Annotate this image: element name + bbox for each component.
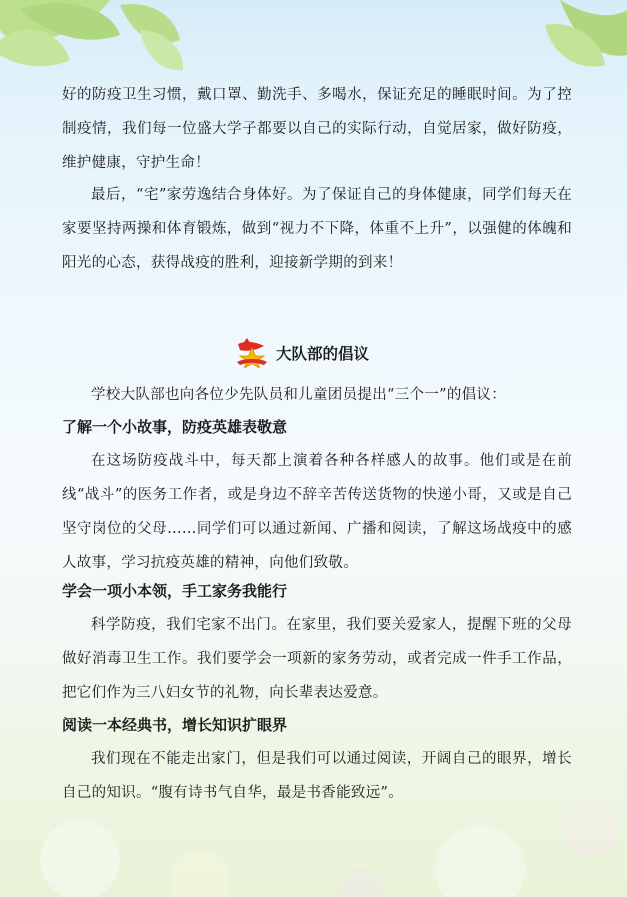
proposal-item-2 — [62, 574, 572, 710]
leaf-cluster-top-right — [545, 0, 627, 67]
paragraph-hygiene-tail: 好的防疫卫生习惯，戴口罩、勤洗手、多喝水，保证充足的睡眠时间。为了控制疫情，我们每一位盛大学子都要以自己的实际行动，自觉居家，做好防疫，维护健康，守护生命！ — [62, 87, 572, 171]
section-intro: 学校大队部也向各位少先队员和儿童团员提出“三个一”的倡议： — [91, 387, 507, 403]
proposal-item-1 — [62, 410, 572, 580]
proposal-heading-3: 阅读一本经典书，增长知识扩眼界 — [62, 716, 288, 734]
leaf-cluster-top-left — [0, 0, 183, 70]
proposal-body-1: 在这场防疫战斗中，每天都上演着各种各样感人的故事。他们或是在前线“战斗”的医务工作者，或是身边不辞辛苦传送货物的快递小哥，又或是自己坚守岗位的父母……同学们可以通过新闻、广播和阅读，了解这场战疫中的感人故事，学习抗疫英雄的精神，向他们致敬。 — [62, 453, 572, 571]
section-title: 大队部的倡议 — [276, 344, 370, 363]
proposal-heading-1: 了解一个小故事，防疫英雄表敬意 — [62, 418, 288, 436]
proposal-heading-2: 学会一项小本领，手工家务我能行 — [62, 582, 288, 600]
young-pioneer-badge-icon — [234, 338, 270, 368]
paragraph-exercise: 最后，“宅”家劳逸结合身体好。为了保证自己的身体健康，同学们每天在家要坚持两操和体育锻炼，做到“视力不下降，体重不上升”，以强健的体魄和阳光的心态，获得战疫的胜利，迎接新学期的到来！ — [62, 187, 572, 271]
proposal-body-2: 科学防疫，我们宅家不出门。在家里，我们要关爱家人，提醒下班的父母做好消毒卫生工作。我们要学会一项新的家务劳动，或者完成一件手工作品，把它们作为三八妇女节的礼物，向长辈表达爱意。 — [62, 617, 572, 701]
section-heading — [234, 338, 369, 368]
proposal-body-3: 我们现在不能走出家门，但是我们可以通过阅读，开阔自己的眼界，增长自己的知识。“腹有诗书气自华，最是书香能致远”。 — [62, 751, 572, 801]
proposal-item-3 — [62, 708, 572, 810]
bokeh-bottom — [40, 802, 618, 897]
